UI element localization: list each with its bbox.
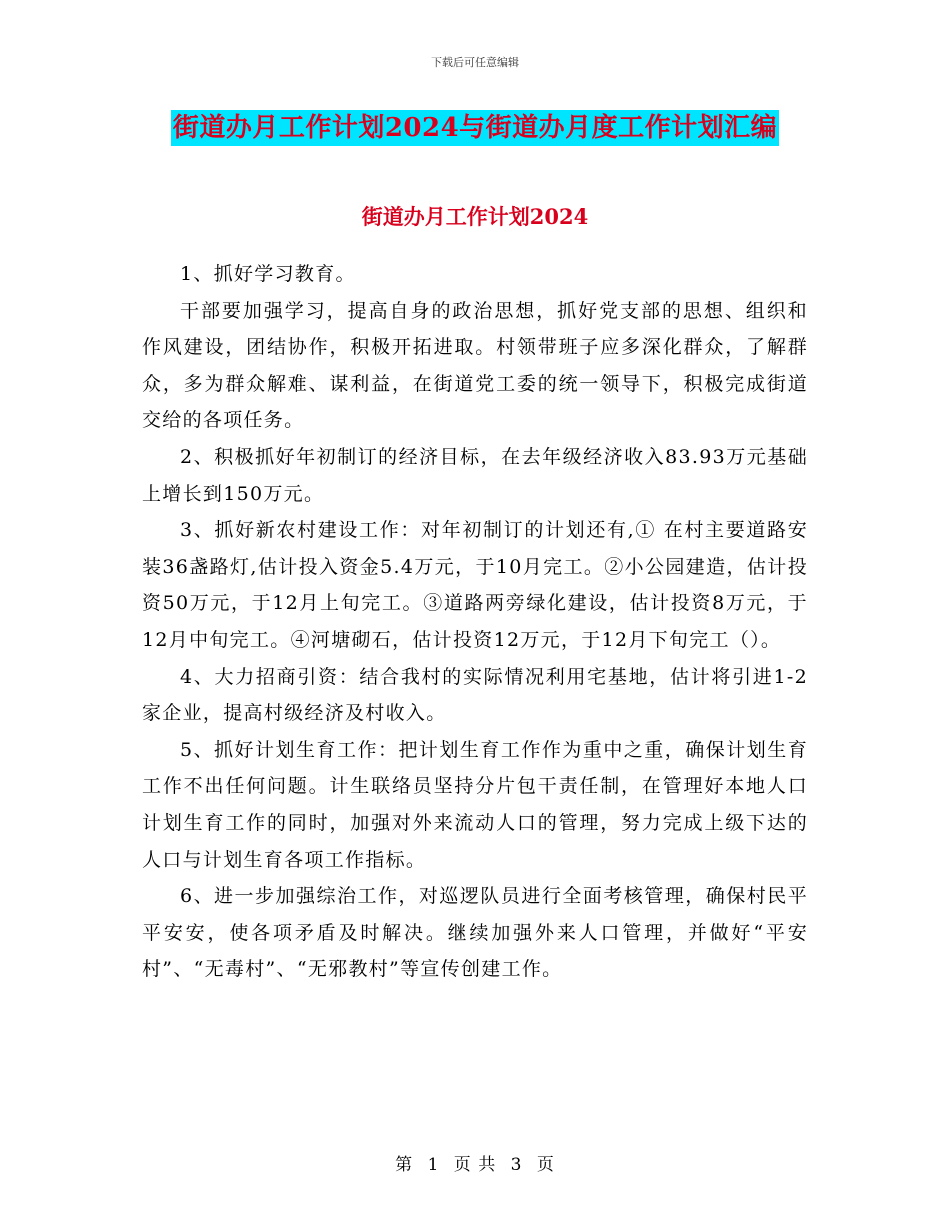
- page-header-note: 下载后可任意编辑: [431, 56, 519, 69]
- title-container: [0, 110, 950, 146]
- paragraph-2: 干部要加强学习，提高自身的政治思想，抓好党支部的思想、组织和作风建设，团结协作，积极开拓进取。村领带班子应多深化群众，了解群众，多为群众解难、谋利益，在街道党工委的统一领导下，积极完成街道交给的各项任务。: [142, 299, 808, 432]
- section-title: 街道办月工作计划2024: [361, 204, 589, 229]
- footer-prefix: 第: [395, 1155, 414, 1175]
- page-footer: [0, 1150, 950, 1175]
- document-title: 街道办月工作计划2024与街道办月度工作计划汇编: [171, 110, 779, 146]
- paragraph-1: 1、抓好学习教育。: [180, 263, 356, 285]
- paragraph-6: 5、抓好计划生育工作：把计划生育工作作为重中之重，确保计划生育工作不出任何问题。计生联络员坚持分片包干责任制，在管理好本地人口计划生育工作的同时，加强对外来流动人口的管理，努力完成上级下达的人口与计划生育各项工作指标。: [142, 738, 808, 871]
- paragraph-5: 4、大力招商引资：结合我村的实际情况利用宅基地，估计将引进1-2家企业，提高村级经济及村收入。: [142, 665, 808, 725]
- paragraph-7: 6、进一步加强综治工作，对巡逻队员进行全面考核管理，确保村民平平安安，使各项矛盾及时解决。继续加强外来人口管理，并做好“平安村”、“无毒村”、“无邪教村”等宣传创建工作。: [142, 885, 808, 981]
- total-page-count: 3: [510, 1155, 523, 1175]
- footer-suffix: 页: [536, 1155, 555, 1175]
- paragraph-4: 3、抓好新农村建设工作：对年初制订的计划还有,① 在村主要道路安装36盏路灯,估计投入资金5.4万元，于10月完工。②小公园建造，估计投资50万元，于12月上旬完工。③道路两旁绿化建设，估计投资8万元，于12月中旬完工。④河塘砌石，估计投资12万元，于12月下旬完工（）。: [142, 519, 808, 651]
- body-text: [142, 256, 808, 988]
- paragraph-3: 2、积极抓好年初制订的经济目标，在去年级经济收入83.93万元基础上增长到150万元。: [142, 445, 808, 505]
- current-page-number: 1: [427, 1155, 440, 1175]
- footer-middle: 页 共: [453, 1155, 497, 1175]
